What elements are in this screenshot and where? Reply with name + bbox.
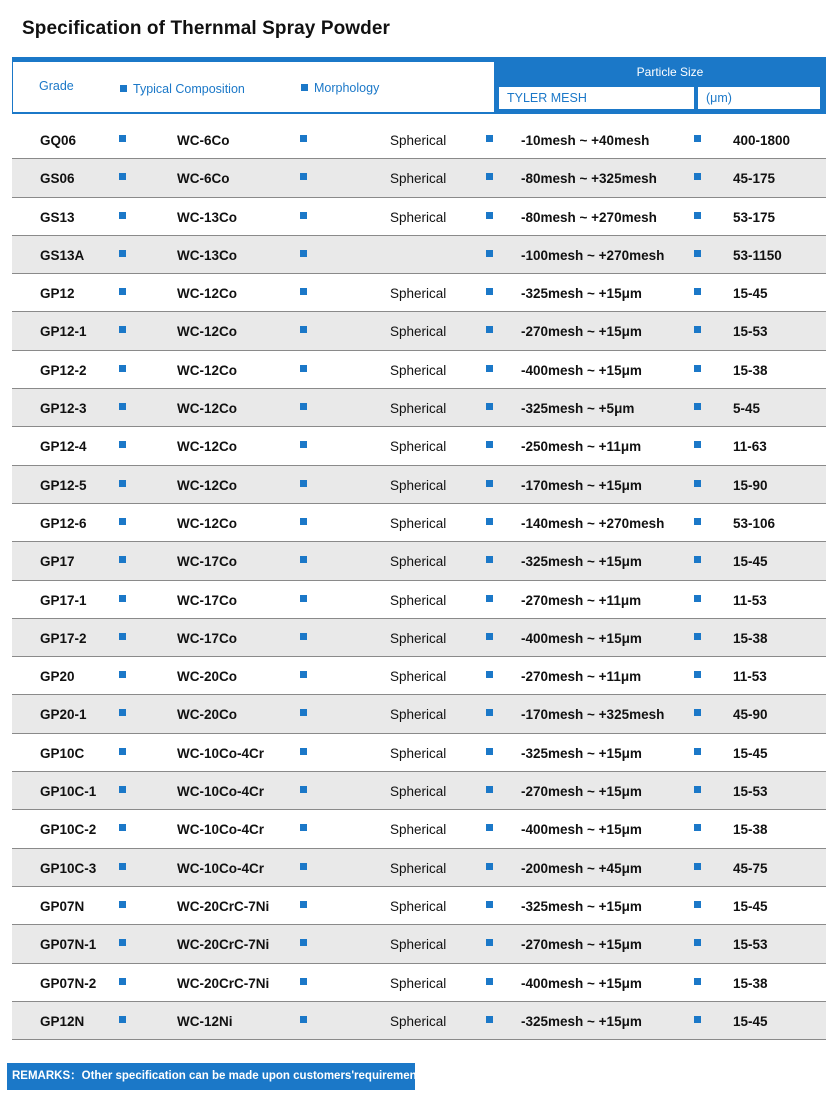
morphology-cell: Spherical — [390, 630, 447, 646]
bullet-square-icon — [119, 978, 126, 985]
bullet-square-icon — [300, 403, 307, 410]
bullet-square-icon — [119, 1016, 126, 1023]
table-row — [12, 427, 826, 465]
bullet-square-icon — [694, 901, 701, 908]
mesh-cell: -250mesh ~ +11μm — [521, 439, 642, 455]
table-row — [12, 542, 826, 580]
table-row — [12, 887, 826, 925]
bullet-square-icon — [119, 480, 126, 487]
composition-cell: WC-12Co — [177, 362, 237, 378]
mesh-cell: -270mesh ~ +15μm — [521, 324, 642, 340]
bullet-square-icon — [119, 939, 126, 946]
bullet-square-icon — [486, 365, 493, 372]
bullet-square-icon — [694, 288, 701, 295]
grade-cell: GS13A — [40, 247, 85, 263]
grade-cell: GP12-6 — [40, 515, 87, 531]
morphology-cell: Spherical — [390, 401, 447, 417]
table-row — [12, 236, 826, 274]
bullet-square-icon — [694, 709, 701, 716]
grade-cell: GS13 — [40, 209, 75, 225]
morphology-cell: Spherical — [390, 592, 447, 608]
grade-cell: GP17-2 — [40, 630, 87, 646]
composition-cell: WC-10Co-4Cr — [177, 784, 265, 800]
table-row — [12, 159, 826, 197]
table-row — [12, 466, 826, 504]
um-cell: 15-53 — [733, 937, 768, 953]
bullet-square-icon — [694, 135, 701, 142]
bullet-square-icon — [119, 748, 126, 755]
bullet-square-icon — [300, 939, 307, 946]
mesh-cell: -325mesh ~ +15μm — [521, 554, 642, 570]
grade-cell: GP12-3 — [40, 401, 87, 417]
um-cell: 45-90 — [733, 707, 768, 723]
bullet-square-icon — [119, 441, 126, 448]
morphology-cell: Spherical — [390, 554, 447, 570]
bullet-square-icon — [300, 365, 307, 372]
um-cell: 15-45 — [733, 745, 768, 761]
morphology-cell: Spherical — [390, 1013, 447, 1029]
table-row — [12, 274, 826, 312]
um-cell: 53-106 — [733, 515, 776, 531]
bullet-square-icon — [300, 250, 307, 257]
composition-cell: WC-20CrC-7Ni — [177, 937, 270, 953]
morphology-cell: Spherical — [390, 745, 447, 761]
bullet-square-icon — [300, 671, 307, 678]
bullet-square-icon — [486, 135, 493, 142]
bullet-square-icon — [694, 212, 701, 219]
bullet-square-icon — [694, 1016, 701, 1023]
morphology-cell: Spherical — [390, 669, 447, 685]
mesh-cell: -80mesh ~ +270mesh — [521, 209, 657, 225]
um-cell: 11-63 — [733, 439, 767, 455]
bullet-square-icon — [119, 786, 126, 793]
composition-header: Typical Composition — [120, 82, 245, 96]
bullet-square-icon — [486, 250, 493, 257]
bullet-square-icon — [300, 786, 307, 793]
morphology-cell: Spherical — [390, 937, 447, 953]
um-cell: 11-53 — [733, 592, 767, 608]
composition-cell: WC-10Co-4Cr — [177, 860, 265, 876]
bullet-square-icon — [119, 824, 126, 831]
table-row — [12, 121, 826, 159]
mesh-cell: -325mesh ~ +15μm — [521, 1013, 642, 1029]
um-cell: 53-175 — [733, 209, 776, 225]
morphology-cell: Spherical — [390, 784, 447, 800]
mesh-cell: -400mesh ~ +15μm — [521, 630, 642, 646]
bullet-square-icon — [486, 671, 493, 678]
grade-cell: GP07N — [40, 898, 85, 914]
bullet-square-icon — [119, 365, 126, 372]
bullet-square-icon — [300, 748, 307, 755]
composition-cell: WC-12Co — [177, 515, 237, 531]
bullet-square-icon — [300, 135, 307, 142]
bullet-square-icon — [300, 709, 307, 716]
bullet-square-icon — [486, 288, 493, 295]
grade-cell: GQ06 — [40, 133, 77, 148]
bullet-square-icon — [486, 901, 493, 908]
particle-size-title: Particle Size — [636, 65, 704, 79]
table-row — [12, 849, 826, 887]
bullet-square-icon — [486, 441, 493, 448]
header-left-box — [12, 62, 494, 114]
grade-cell: GS06 — [40, 171, 75, 187]
morphology-cell: Spherical — [390, 477, 447, 493]
bullet-square-icon — [694, 595, 701, 602]
bullet-square-icon — [486, 326, 493, 333]
bullet-square-icon — [300, 595, 307, 602]
morphology-cell: Spherical — [390, 439, 447, 455]
table-row — [12, 810, 826, 848]
um-cell: 15-53 — [733, 784, 768, 800]
bullet-square-icon — [300, 901, 307, 908]
morphology-cell: Spherical — [390, 209, 447, 225]
um-cell: 15-45 — [733, 1013, 768, 1029]
bullet-square-icon — [694, 786, 701, 793]
grade-cell: GP10C — [40, 745, 85, 761]
mesh-cell: -325mesh ~ +15μm — [521, 898, 642, 914]
bullet-square-icon — [300, 173, 307, 180]
bullet-square-icon — [119, 173, 126, 180]
morphology-cell: Spherical — [390, 515, 447, 531]
table-row — [12, 198, 826, 236]
table-row — [12, 581, 826, 619]
bullet-square-icon — [119, 556, 126, 563]
mesh-cell: -325mesh ~ +15μm — [521, 745, 642, 761]
um-cell: 15-45 — [733, 898, 768, 914]
mesh-cell: -270mesh ~ +15μm — [521, 937, 642, 953]
composition-cell: WC-12Co — [177, 477, 237, 493]
bullet-square-icon — [119, 901, 126, 908]
um-cell: 15-38 — [733, 362, 768, 378]
grade-cell: GP17 — [40, 554, 75, 570]
bullet-square-icon — [486, 556, 493, 563]
bullet-square-icon — [300, 824, 307, 831]
grade-cell: GP17-1 — [40, 592, 87, 608]
um-cell: 15-38 — [733, 975, 768, 991]
grade-cell: GP12-4 — [40, 439, 87, 455]
bullet-square-icon — [694, 365, 701, 372]
bullet-square-icon — [486, 748, 493, 755]
bullet-square-icon — [694, 748, 701, 755]
um-cell: 11-53 — [733, 669, 767, 685]
page-title: Specification of Thernmal Spray Powder — [22, 18, 391, 39]
spec-table — [12, 121, 826, 1040]
bullet-square-icon — [486, 212, 493, 219]
bullet-square-icon — [486, 595, 493, 602]
bullet-square-icon — [486, 978, 493, 985]
bullet-square-icon — [119, 250, 126, 257]
grade-cell: GP10C-2 — [40, 822, 97, 838]
table-row — [12, 964, 826, 1002]
grade-cell: GP12-5 — [40, 477, 87, 493]
grade-header: Grade — [39, 79, 74, 93]
bullet-square-icon — [300, 288, 307, 295]
grade-cell: GP12 — [40, 286, 75, 302]
mesh-cell: -325mesh ~ +15μm — [521, 286, 642, 302]
bullet-square-icon — [300, 480, 307, 487]
bullet-square-icon — [486, 824, 493, 831]
remarks-banner: REMARKS：Other specification can be made upon customers'requirement — [7, 1063, 415, 1090]
composition-cell: WC-17Co — [177, 554, 237, 570]
table-row — [12, 351, 826, 389]
grade-cell: GP12-1 — [40, 324, 87, 340]
bullet-square-icon — [119, 326, 126, 333]
grade-cell: GP12-2 — [40, 362, 87, 378]
table-header — [12, 57, 826, 114]
bullet-square-icon — [119, 288, 126, 295]
composition-cell: WC-13Co — [177, 209, 237, 225]
bullet-square-icon — [486, 480, 493, 487]
bullet-square-icon — [694, 978, 701, 985]
mesh-cell: -80mesh ~ +325mesh — [521, 171, 657, 187]
bullet-square-icon — [694, 518, 701, 525]
bullet-square-icon — [694, 403, 701, 410]
table-row — [12, 504, 826, 542]
morphology-cell: Spherical — [390, 975, 447, 991]
bullet-square-icon — [300, 441, 307, 448]
composition-cell: WC-17Co — [177, 592, 237, 608]
mesh-cell: -170mesh ~ +325mesh — [521, 707, 665, 723]
bullet-square-icon — [486, 786, 493, 793]
bullet-square-icon — [694, 556, 701, 563]
morphology-cell: Spherical — [390, 362, 447, 378]
bullet-square-icon — [486, 633, 493, 640]
bullet-square-icon — [300, 863, 307, 870]
bullet-square-icon — [119, 709, 126, 716]
mesh-cell: -200mesh ~ +45μm — [521, 860, 642, 876]
mesh-cell: -325mesh ~ +5μm — [521, 401, 635, 417]
um-cell: 400-1800 — [733, 133, 791, 148]
bullet-square-icon — [694, 671, 701, 678]
table-row — [12, 772, 826, 810]
tyler-mesh-subheader: TYLER MESH — [499, 87, 694, 109]
mesh-cell: -140mesh ~ +270mesh — [521, 515, 665, 531]
composition-cell: WC-20CrC-7Ni — [177, 898, 270, 914]
bullet-square-icon — [119, 518, 126, 525]
um-cell: 15-53 — [733, 324, 768, 340]
morphology-cell: Spherical — [390, 822, 447, 838]
table-row — [12, 657, 826, 695]
grade-cell: GP12N — [40, 1013, 85, 1029]
um-cell: 15-45 — [733, 286, 768, 302]
bullet-square-icon — [119, 671, 126, 678]
particle-size-header — [494, 57, 826, 114]
bullet-square-icon — [486, 939, 493, 946]
bullet-square-icon — [119, 595, 126, 602]
um-cell: 45-175 — [733, 171, 776, 187]
bullet-square-icon — [486, 403, 493, 410]
morphology-header: Morphology — [301, 81, 379, 95]
composition-cell: WC-6Co — [177, 133, 230, 148]
grade-cell: GP07N-2 — [40, 975, 97, 991]
bullet-square-icon — [694, 480, 701, 487]
composition-cell: WC-12Co — [177, 439, 237, 455]
morphology-cell: Spherical — [390, 171, 447, 187]
composition-cell: WC-10Co-4Cr — [177, 822, 265, 838]
um-cell: 5-45 — [733, 401, 761, 417]
bullet-square-icon — [694, 441, 701, 448]
mesh-cell: -100mesh ~ +270mesh — [521, 247, 665, 263]
composition-cell: WC-20Co — [177, 707, 237, 723]
bullet-square-icon — [120, 85, 127, 92]
um-cell: 15-38 — [733, 822, 768, 838]
morphology-cell: Spherical — [390, 898, 447, 914]
um-cell: 45-75 — [733, 860, 768, 876]
composition-cell: WC-6Co — [177, 171, 230, 187]
grade-cell: GP07N-1 — [40, 937, 97, 953]
um-subheader: (μm) — [698, 87, 820, 109]
grade-cell: GP10C-3 — [40, 860, 97, 876]
bullet-square-icon — [119, 403, 126, 410]
bullet-square-icon — [301, 84, 308, 91]
bullet-square-icon — [300, 518, 307, 525]
bullet-square-icon — [119, 212, 126, 219]
bullet-square-icon — [694, 173, 701, 180]
bullet-square-icon — [694, 863, 701, 870]
composition-cell: WC-13Co — [177, 247, 237, 263]
table-row — [12, 695, 826, 733]
morphology-cell: Spherical — [390, 133, 447, 148]
bullet-square-icon — [119, 135, 126, 142]
composition-cell: WC-12Co — [177, 324, 237, 340]
bullet-square-icon — [694, 250, 701, 257]
morphology-cell: Spherical — [390, 860, 447, 876]
mesh-cell: -270mesh ~ +11μm — [521, 669, 642, 685]
bullet-square-icon — [119, 633, 126, 640]
mesh-cell: -400mesh ~ +15μm — [521, 975, 642, 991]
table-row — [12, 925, 826, 963]
mesh-cell: -400mesh ~ +15μm — [521, 362, 642, 378]
table-row — [12, 734, 826, 772]
um-cell: 15-38 — [733, 630, 768, 646]
mesh-cell: -170mesh ~ +15μm — [521, 477, 642, 493]
bullet-square-icon — [486, 518, 493, 525]
table-row — [12, 619, 826, 657]
composition-cell: WC-12Co — [177, 401, 237, 417]
bullet-square-icon — [694, 326, 701, 333]
composition-cell: WC-12Ni — [177, 1013, 233, 1029]
bullet-square-icon — [300, 326, 307, 333]
bullet-square-icon — [486, 709, 493, 716]
mesh-cell: -400mesh ~ +15μm — [521, 822, 642, 838]
bullet-square-icon — [486, 863, 493, 870]
composition-cell: WC-17Co — [177, 630, 237, 646]
composition-cell: WC-20Co — [177, 669, 237, 685]
grade-cell: GP20-1 — [40, 707, 87, 723]
mesh-cell: -270mesh ~ +11μm — [521, 592, 642, 608]
bullet-square-icon — [694, 824, 701, 831]
bullet-square-icon — [694, 939, 701, 946]
morphology-cell: Spherical — [390, 324, 447, 340]
table-row — [12, 1002, 826, 1040]
morphology-cell: Spherical — [390, 286, 447, 302]
morphology-cell: Spherical — [390, 707, 447, 723]
bullet-square-icon — [486, 1016, 493, 1023]
bullet-square-icon — [300, 556, 307, 563]
grade-cell: GP20 — [40, 669, 75, 685]
um-cell: 53-1150 — [733, 247, 782, 263]
bullet-square-icon — [694, 633, 701, 640]
um-cell: 15-45 — [733, 554, 768, 570]
bullet-square-icon — [300, 1016, 307, 1023]
table-row — [12, 312, 826, 350]
bullet-square-icon — [300, 212, 307, 219]
um-cell: 15-90 — [733, 477, 768, 493]
composition-cell: WC-20CrC-7Ni — [177, 975, 270, 991]
mesh-cell: -270mesh ~ +15μm — [521, 784, 642, 800]
bullet-square-icon — [486, 173, 493, 180]
bullet-square-icon — [300, 978, 307, 985]
composition-cell: WC-10Co-4Cr — [177, 745, 265, 761]
mesh-cell: -10mesh ~ +40mesh — [521, 133, 650, 148]
grade-cell: GP10C-1 — [40, 784, 97, 800]
bullet-square-icon — [300, 633, 307, 640]
table-row — [12, 389, 826, 427]
composition-cell: WC-12Co — [177, 286, 237, 302]
bullet-square-icon — [119, 863, 126, 870]
